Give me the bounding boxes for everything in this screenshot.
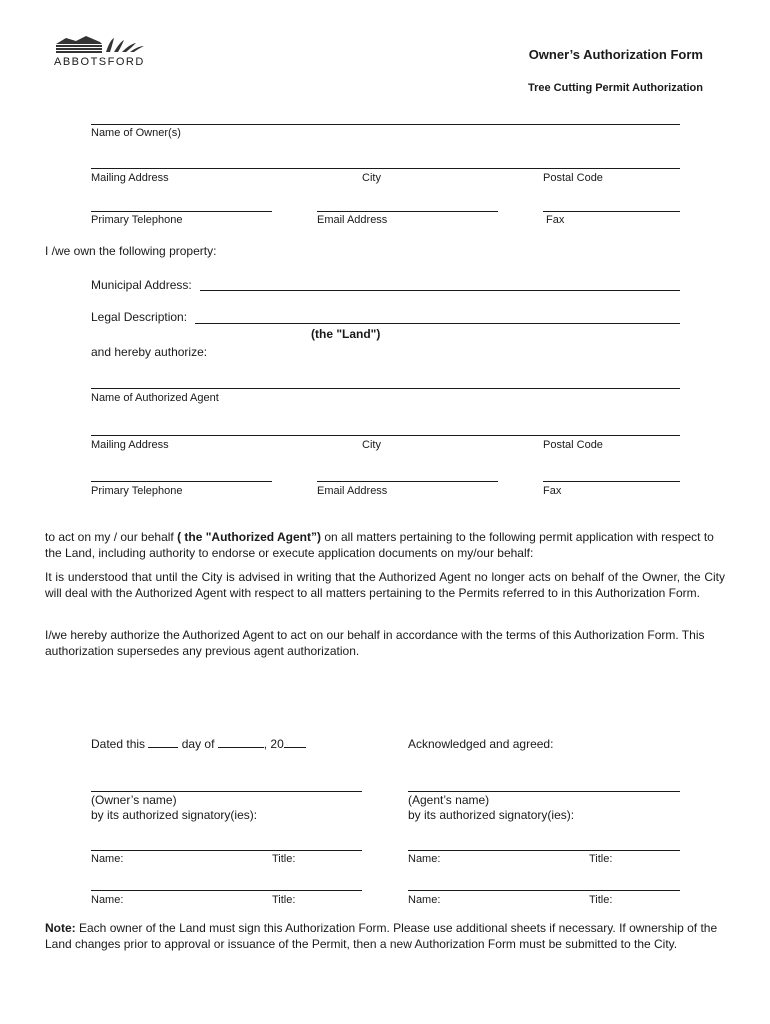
agent-signatory-1-name: Name: [408, 853, 441, 865]
authorization-paragraph-3: I/we hereby authorize the Authorized Agent to act on our behalf in accordance with the terms of this Authorization Form. This authorization supersedes any previous agent authorization. [45, 628, 705, 658]
month-blank[interactable] [218, 737, 264, 748]
p1-authorized-agent: ( the "Authorized Agent”) [177, 530, 321, 544]
dated-prefix: Dated this [91, 737, 146, 751]
abbotsford-mountain-tree-logo-icon [54, 34, 148, 58]
owner-signatory-1-line[interactable] [91, 850, 362, 851]
agent-signatory-2-title: Title: [589, 894, 613, 906]
note-label: Note: [45, 921, 76, 935]
agent-phone-line[interactable] [91, 481, 272, 482]
property-intro: I /we own the following property: [45, 244, 217, 258]
dated-line [91, 737, 306, 752]
owner-name-line[interactable] [91, 124, 680, 125]
agent-email-label: Email Address [317, 485, 388, 497]
owner-signature-line[interactable] [91, 791, 362, 792]
acknowledged-label: Acknowledged and agreed: [408, 737, 554, 751]
municipal-address-line[interactable] [200, 290, 680, 291]
day-of-label: day of [181, 737, 215, 751]
agent-fax-label: Fax [543, 485, 562, 497]
owner-signatory-1-title: Title: [272, 853, 296, 865]
agent-signatory-2-name: Name: [408, 894, 441, 906]
agent-name-caption: (Agent’s name) [408, 793, 490, 807]
agent-signature-line[interactable] [408, 791, 680, 792]
agent-signatory-2-line[interactable] [408, 890, 680, 891]
year-blank[interactable] [284, 737, 306, 748]
agent-signatory-caption: by its authorized signatory(ies): [408, 808, 575, 822]
owner-fax-line[interactable] [543, 211, 680, 212]
owner-mailing-label: Mailing Address [91, 172, 169, 184]
agent-name-label: Name of Authorized Agent [91, 392, 219, 404]
form-subtitle: Tree Cutting Permit Authorization [528, 82, 703, 94]
owner-email-line[interactable] [317, 211, 498, 212]
owner-name-caption: (Owner’s name) [91, 793, 177, 807]
owner-phone-label: Primary Telephone [91, 214, 183, 226]
day-blank[interactable] [148, 737, 178, 748]
owner-signatory-2-title: Title: [272, 894, 296, 906]
owner-signatory-2-line[interactable] [91, 890, 362, 891]
logo-text: ABBOTSFORD [54, 56, 145, 68]
agent-signatory-1-line[interactable] [408, 850, 680, 851]
agent-name-line[interactable] [91, 388, 680, 389]
land-label: (the "Land") [311, 327, 381, 341]
agent-email-line[interactable] [317, 481, 498, 482]
form-title: Owner’s Authorization Form [528, 47, 703, 62]
owner-name-label: Name of Owner(s) [91, 127, 181, 139]
owner-signatory-1-name: Name: [91, 853, 124, 865]
year-prefix: , 20 [263, 737, 284, 751]
abbotsford-logo [54, 34, 148, 70]
owner-mailing-line[interactable] [91, 168, 680, 169]
agent-mailing-label: Mailing Address [91, 439, 169, 451]
p1-text-b: on all matters pertaining to the following permit application with respect to the Land, including authority to endorse or execute application documents on my/our behalf: [45, 530, 714, 560]
agent-signatory-1-title: Title: [589, 853, 613, 865]
legal-description-line[interactable] [195, 323, 680, 324]
agent-fax-line[interactable] [543, 481, 680, 482]
municipal-address-label: Municipal Address: [91, 278, 192, 292]
agent-mailing-line[interactable] [91, 435, 680, 436]
agent-city-label: City [362, 439, 381, 451]
note-text: Each owner of the Land must sign this Authorization Form. Please use additional sheets if necessary. If ownership of the Land changes prior to approval or issuance of the Permit, then a new Authorization Form must be submitted to the City. [45, 921, 718, 951]
owner-city-label: City [362, 172, 381, 184]
owner-signatory-caption: by its authorized signatory(ies): [91, 808, 258, 822]
authorization-paragraph-1 [45, 529, 725, 561]
authorize-label: and hereby authorize: [91, 345, 208, 359]
owner-signatory-2-name: Name: [91, 894, 124, 906]
owner-fax-label: Fax [546, 214, 565, 226]
legal-description-label: Legal Description: [91, 310, 188, 324]
owner-email-label: Email Address [317, 214, 388, 226]
owner-postal-label: Postal Code [543, 172, 603, 184]
owner-phone-line[interactable] [91, 211, 272, 212]
p1-text-a: to act on my / our behalf [45, 530, 178, 544]
agent-phone-label: Primary Telephone [91, 485, 183, 497]
agent-postal-label: Postal Code [543, 439, 603, 451]
authorization-paragraph-2: It is understood that until the City is advised in writing that the Authorized Agent no longer acts on behalf of the Owner, the City will deal with the Authorized Agent with respect to all matters pertaining to the Permits referred to in this Authorization Form. [45, 570, 725, 600]
ownership-note [45, 920, 727, 952]
